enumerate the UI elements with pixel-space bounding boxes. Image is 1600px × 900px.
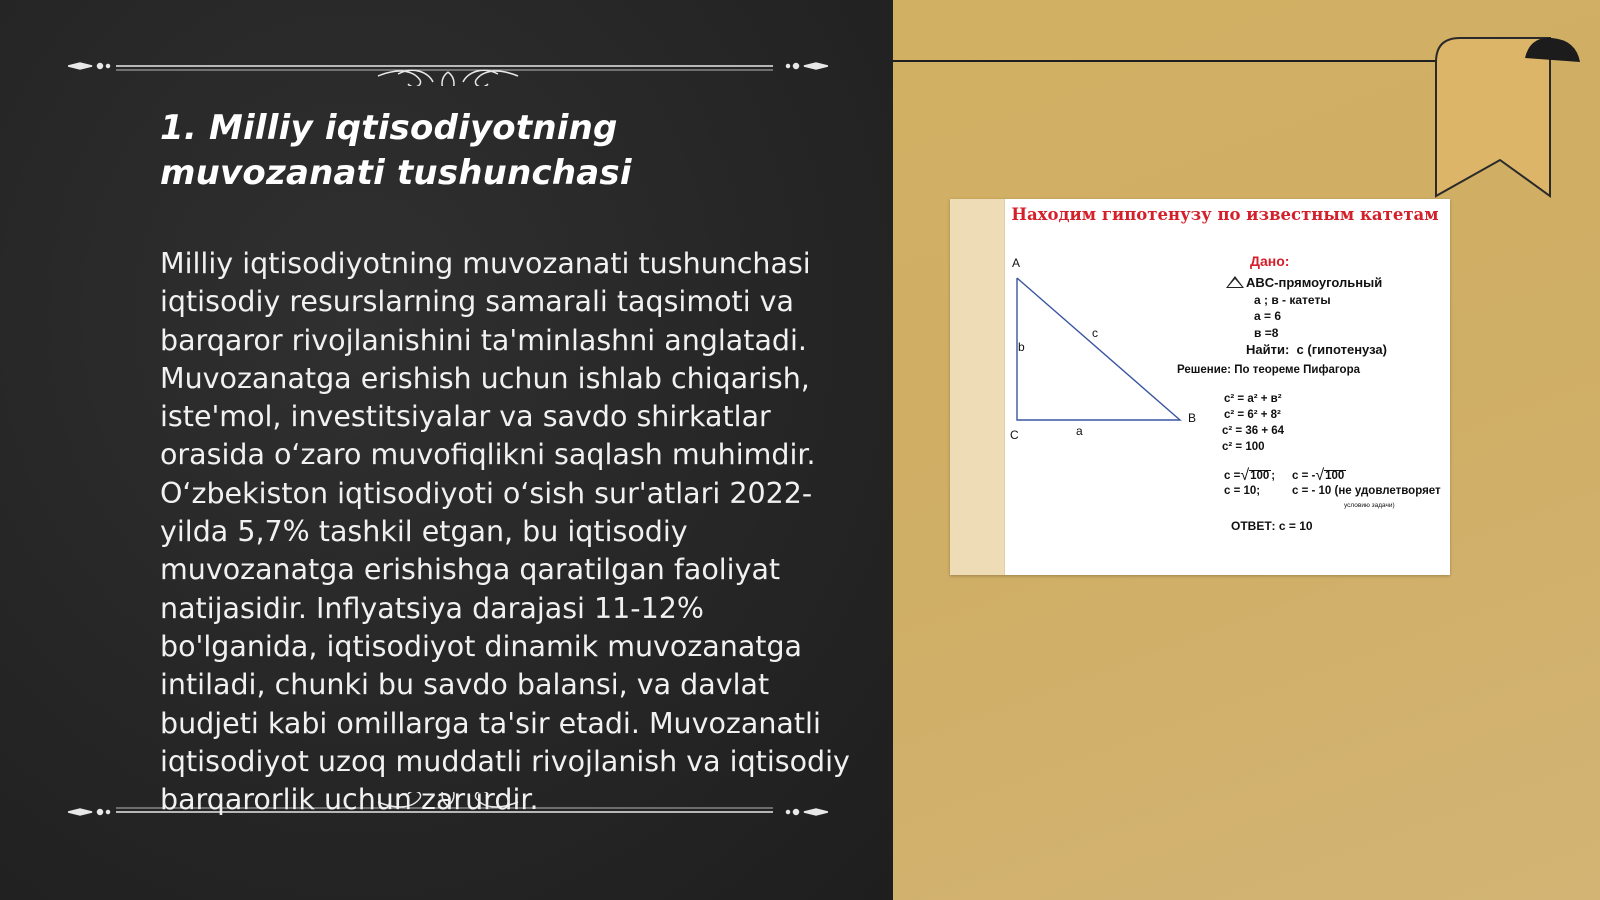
image-side-strip [950,199,1005,575]
header-rule [893,60,1438,62]
slide-title: 1. Milliy iqtisodiyotning muvozanati tushunchasi [160,108,632,193]
root-negative: с = -√100 [1292,467,1345,484]
given-legs: a ; в - катеты [1254,293,1331,307]
step-3: с² = 36 + 64 [1222,425,1285,437]
result-positive: с = 10; [1224,485,1261,497]
triangle-icon [1226,276,1244,288]
pythagoras-image [950,199,1450,575]
answer-line: ОТВЕТ: с = 10 [1231,519,1313,533]
given-triangle: ABC-прямоугольный [1226,275,1382,290]
result-note: условию задачи) [1344,502,1395,509]
given-label: Дано: [1250,253,1290,269]
right-triangle-diagram [1005,254,1205,439]
step-4: с² = 100 [1222,441,1265,453]
given-b: в =8 [1254,326,1279,340]
root-positive: с =√100 ; [1224,467,1276,484]
result-negative: с = - 10 (не удовлетворяет [1292,485,1441,497]
given-a: a = 6 [1254,309,1282,323]
bookmark-ribbon [1430,32,1590,202]
top-ornament-divider [68,46,828,86]
side-b-label: b [1018,340,1025,354]
side-a-label: a [1076,424,1083,438]
step-1: с² = а² + в² [1224,393,1282,405]
find-line: Найти: с (гипотенуза) [1246,342,1387,357]
vertex-a-label: A [1012,256,1021,270]
vertex-b-label: B [1188,411,1197,425]
side-c-label: c [1092,326,1098,340]
image-title: Находим гипотенузу по известным катетам [1011,205,1439,224]
step-2: с² = 6² + 8² [1224,409,1281,421]
solution-line: Решение: По теореме Пифагора [1177,364,1360,376]
slide-body-text: Milliy iqtisodiyotning muvozanati tushunchasi iqtisodiy resurslarning samarali taqsimoti va barqaror rivojlanishini ta'minlashni anglatadi. Muvozanatga erishish uchun ishlab chiqarish, iste'mol, investitsiyalar va savdo shirkatlar orasida oʻzaro muvofiqlikni saqlash muhimdir. Oʻzbekiston iqtisodiyoti oʻsish sur'atlari 2022-yilda 5,7% tashkil etgan, bu iqtisodiy muvozanatga erishishga qaratilgan faoliyat natijasidir. Inflyatsiya darajasi 11-12% bo'lganida, iqtisodiyot dinamik muvozanatga intiladi, chunki bu savdo balansi, va davlat budjeti kabi omillarga ta'sir etadi. Muvozanatli iqtisodiyot uzoq muddatli rivojlanish va iqtisodiy barqarorlik uchun zarurdir. [160,247,850,817]
vertex-c-label: C [1010,428,1019,442]
